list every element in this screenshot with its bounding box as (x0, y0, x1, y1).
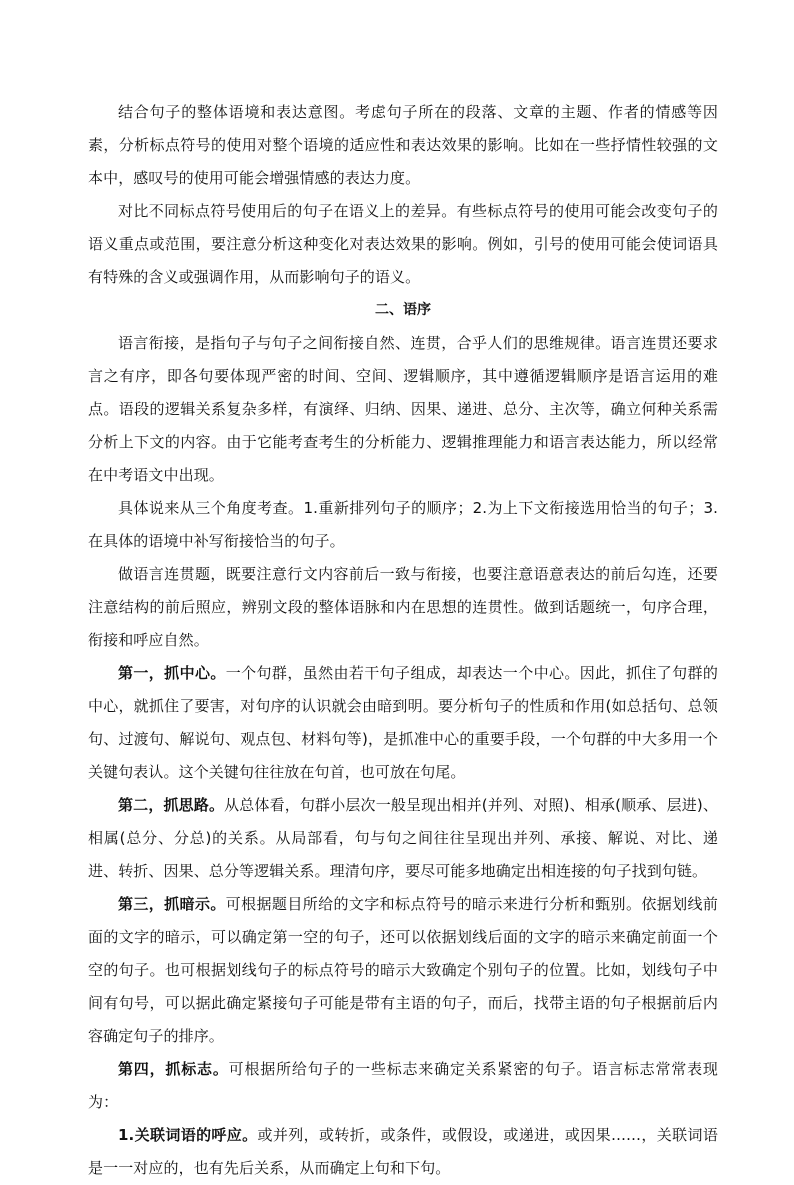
point-conjunction-lead: 1.关联词语的呼应。 (118, 1126, 258, 1144)
paragraph-language-cohesion: 语言衔接，是指句子与句子之间衔接自然、连贯，合乎人们的思维规律。语言连贯还要求言之有序，即各句要体现严密的时间、空间、逻辑顺序，其中遵循逻辑顺序是语言运用的难点。语段的逻辑关系复杂多样，有演绎、归纳、因果、递进、总分、主次等，确立何种关系需分析上下文的内容。由于它能考查考生的分析能力、逻辑推理能力和语言表达能力，所以经常在中考语文中出现。 (88, 334, 718, 484)
point-marker-text: 可根据所给句子的一些标志来确定关系紧密的句子。语言标志常常表现为： (88, 1060, 718, 1111)
point-conjunction-text: 或并列，或转折，或条件，或假设，或递进，或因果……，关联词语是一一对应的，也有先后关系，从而确定上句和下句。 (88, 1126, 718, 1177)
paragraph-context: 结合句子的整体语境和表达意图。考虑句子所在的段落、文章的主题、作者的情感等因素，分析标点符号的使用对整个语境的适应性和表达效果的影响。比如在一些抒情性较强的文本中，感叹号的使用可能会增强情感的表达力度。 (88, 103, 718, 187)
point-hint-lead: 第三，抓暗示。 (118, 895, 226, 913)
point-hint (88, 888, 718, 1053)
point-hint-text: 可根据题目所给的文字和标点符号的暗示来进行分析和甄别。依据划线前面的文字的暗示，可以确定第一空的句子，还可以依据划线后面的文字的暗示来确定前面一个空的句子。也可根据划线句子的标点符号的暗示大致确定个别句子的位置。比如，划线句子中间有句号，可以据此确定紧接句子可能是带有主语的句子，而后，找带主语的句子根据前后内容确定句子的排序。 (88, 895, 719, 1045)
point-center (88, 657, 718, 789)
paragraph-coherence-tips: 做语言连贯题，既要注意行文内容前后一致与衔接，也要注意语意表达的前后勾连，还要注意结构的前后照应，辨别文段的整体语脉和内在思想的连贯性。做到话题统一，句序合理，衔接和呼应自然。 (88, 565, 718, 649)
paragraph-semantic-difference: 对比不同标点符号使用后的句子在语义上的差异。有些标点符号的使用可能会改变句子的语义重点或范围，要注意分析这种变化对表达效果的影响。例如，引号的使用可能会使词语具有特殊的含义或强调作用，从而影响句子的语义。 (88, 202, 718, 286)
point-center-lead: 第一，抓中心。 (118, 664, 226, 682)
document-page (88, 96, 718, 1185)
point-center-text: 一个句群，虽然由若干句子组成，却表达一个中心。因此，抓住了句群的中心，就抓住了要害，对句序的认识就会由暗到明。要分析句子的性质和作用(如总括句、总领句、过渡句、解说句、观点包、材料句等)，是抓准中心的重要手段，一个句群的中大多用一个关键句表认。这个关键句往往放在句首，也可放在句尾。 (88, 664, 719, 781)
point-marker (88, 1053, 718, 1119)
point-thinking (88, 789, 718, 888)
point-thinking-text: 从总体看，句群小层次一般呈现出相并(并列、对照)、相承(顺承、层进)、相属(总分、分总)的关系。从局部看，句与句之间往往呈现出并列、承接、解说、对比、递进、转折、因果、总分等逻辑关系。理清句序，要尽可能多地确定出相连接的句子找到句链。 (88, 796, 718, 880)
point-marker-lead: 第四，抓标志。 (118, 1060, 229, 1078)
point-conjunction (88, 1119, 718, 1185)
section-heading: 二、语序 (375, 302, 431, 318)
paragraph-three-angles: 具体说来从三个角度考查。1.重新排列句子的顺序；2.为上下文衔接选用恰当的句子；3.在具体的语境中补写衔接恰当的句子。 (88, 499, 718, 550)
point-thinking-lead: 第二，抓思路。 (118, 796, 225, 814)
